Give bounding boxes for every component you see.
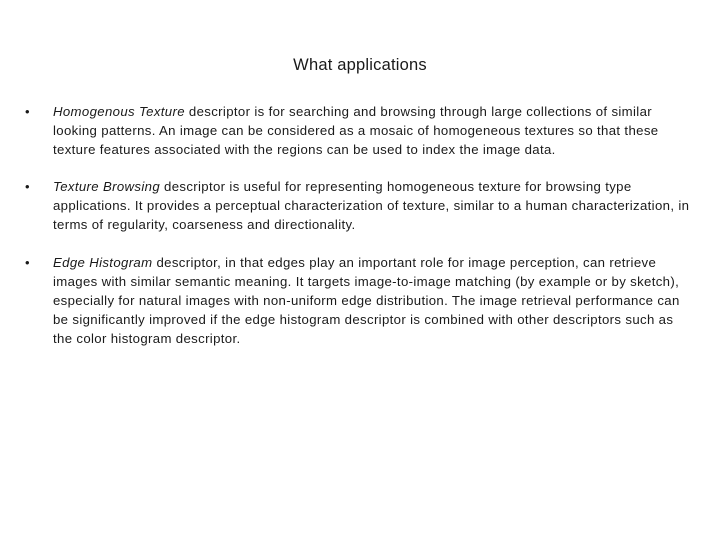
bullet-item-edge-histogram <box>25 253 695 348</box>
bullet-description: descriptor is for searching and browsing through large collections of similar looking patterns. An image can be considered as a mosaic of homogeneous textures so that these texture features associated with the regions can be used to index the image data. <box>53 104 659 157</box>
bullet-text <box>53 253 695 348</box>
bullet-text <box>53 177 695 234</box>
bullet-list <box>25 102 695 366</box>
slide-title: What applications <box>293 56 427 74</box>
bullet-term: Homogenous Texture <box>53 104 185 119</box>
bullet-term: Edge Histogram <box>53 255 153 270</box>
bullet-item-homogenous-texture <box>25 102 695 159</box>
bullet-icon: • <box>25 179 30 194</box>
bullet-text <box>53 102 695 159</box>
bullet-icon: • <box>25 255 30 270</box>
bullet-item-texture-browsing <box>25 177 695 234</box>
bullet-icon: • <box>25 104 30 119</box>
bullet-term: Texture Browsing <box>53 179 160 194</box>
bullet-description: descriptor, in that edges play an important role for image perception, can retrieve images with similar semantic meaning. It targets image-to-image matching (by example or by sketch), especially for natural images with non-uniform edge distribution. The image retrieval performance can be significantly improved if the edge histogram descriptor is combined with other descriptors such as the color histogram descriptor. <box>53 255 680 346</box>
bullet-description: descriptor is useful for representing homogeneous texture for browsing type applications. It provides a perceptual characterization of texture, similar to a human characterization, in terms of regularity, coarseness and directionality. <box>53 179 690 232</box>
